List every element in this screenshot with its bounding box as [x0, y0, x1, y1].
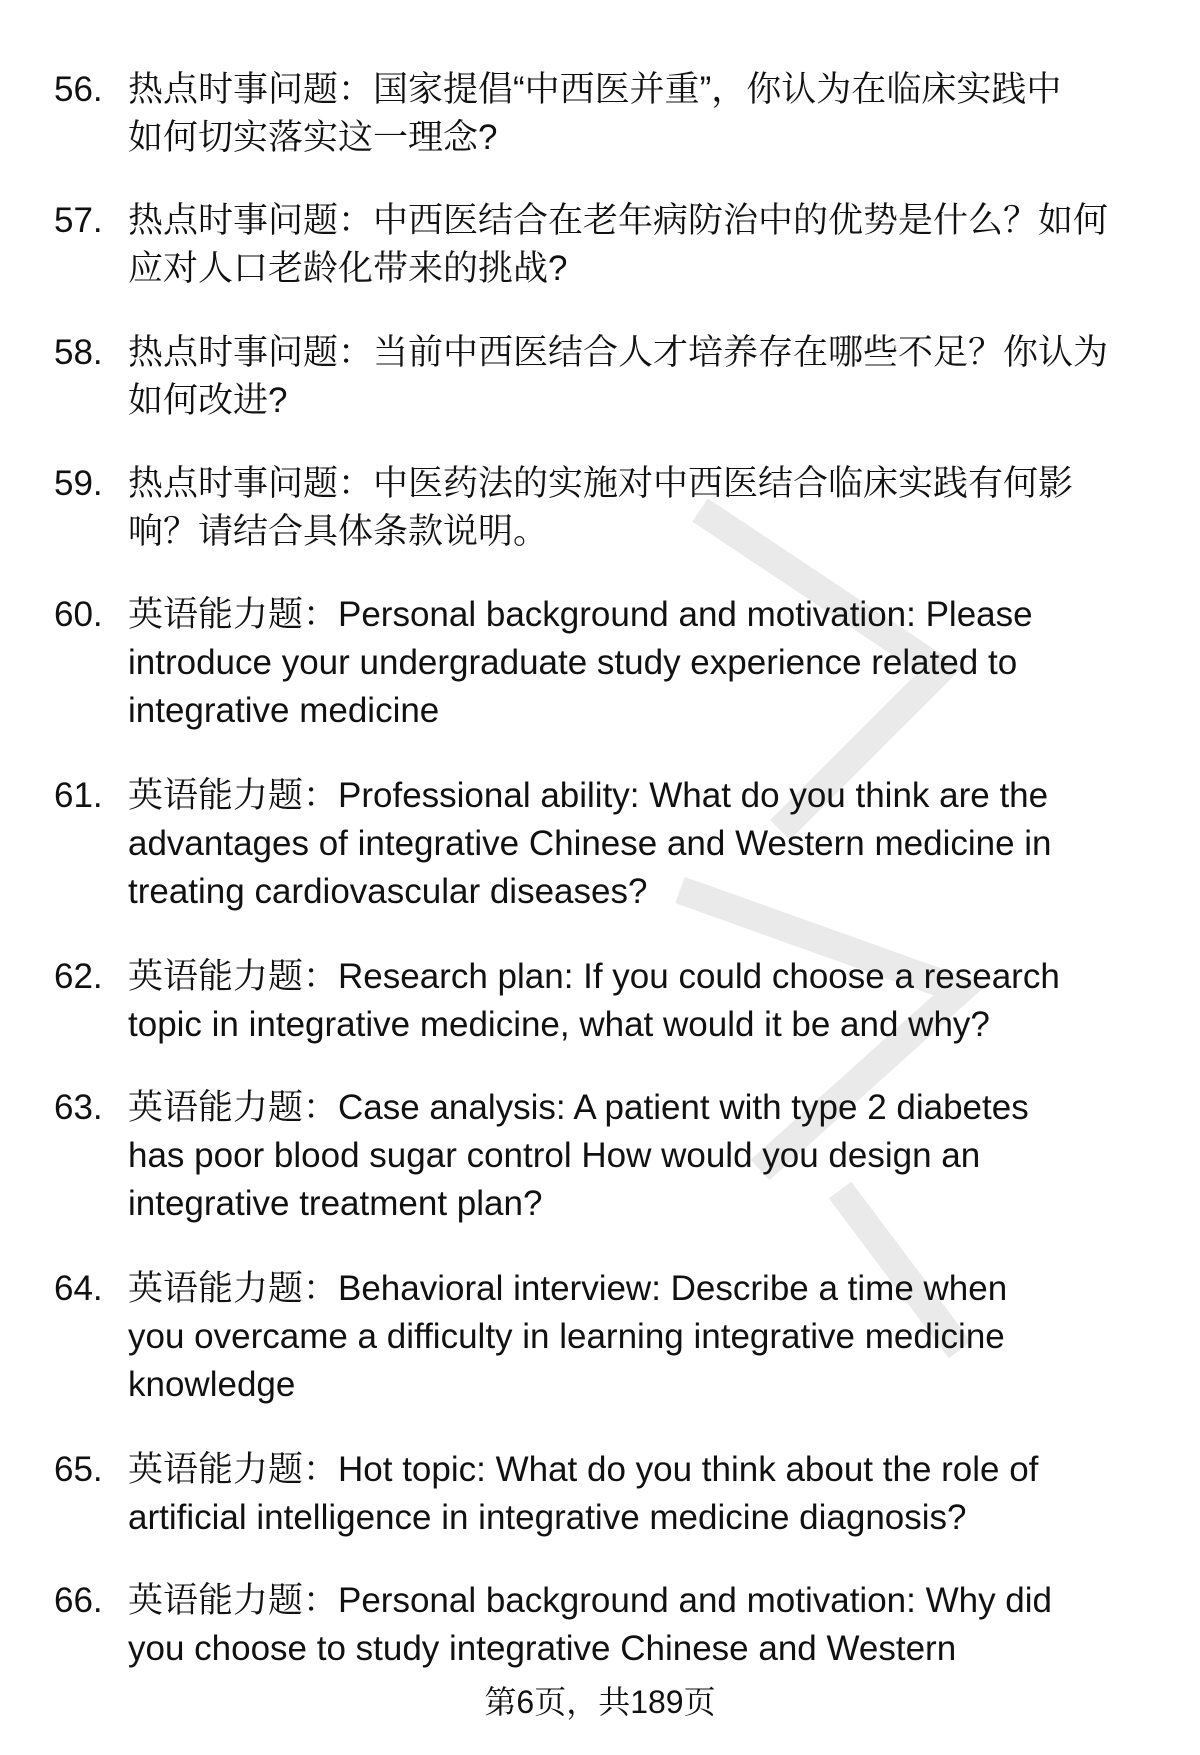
- question-text-line: 英语能力题：Hot topic: What do you think about the role of: [128, 1450, 1039, 1489]
- question-text-line: 如何改进?: [128, 381, 288, 420]
- question-text-line: 热点时事问题：当前中西医结合人才培养存在哪些不足？你认为: [128, 333, 1109, 372]
- question-text: [128, 1265, 1007, 1409]
- question-text-line: you choose to study integrative Chinese and Western: [128, 1629, 957, 1668]
- question-text-line: introduce your undergraduate study experience related to: [128, 643, 1018, 682]
- page-footer: 第6页，共189页: [484, 1684, 716, 1720]
- question-text: [128, 460, 1073, 556]
- question-text-line: 英语能力题：Personal background and motivation: Why did: [128, 1581, 1053, 1620]
- question-text-line: 英语能力题：Professional ability: What do you think are the: [128, 776, 1049, 815]
- question-number: 65.: [54, 1450, 103, 1489]
- question-text: [128, 772, 1052, 916]
- question-text: [128, 1577, 1052, 1673]
- question-text: [128, 329, 1108, 425]
- question-number: 60.: [54, 595, 103, 634]
- question-text-line: has poor blood sugar control How would you design an: [128, 1136, 981, 1175]
- question-number: 57.: [54, 201, 103, 240]
- question-text-line: 响？请结合具体条款说明。: [128, 512, 549, 551]
- question-number: 56.: [54, 70, 103, 109]
- question-text-line: you overcame a difficulty in learning integrative medicine: [128, 1317, 1005, 1356]
- question-text: [128, 197, 1108, 293]
- question-text-line: 英语能力题：Case analysis: A patient with type 2 diabetes: [128, 1088, 1029, 1127]
- question-text-line: knowledge: [128, 1365, 296, 1404]
- question-text-line: artificial intelligence in integrative medicine diagnosis?: [128, 1498, 967, 1537]
- question-number: 62.: [54, 957, 103, 996]
- question-text-line: 热点时事问题：中医药法的实施对中西医结合临床实践有何影: [128, 464, 1074, 503]
- question-text-line: treating cardiovascular diseases?: [128, 872, 648, 911]
- question-text-line: 英语能力题：Personal background and motivation: Please: [128, 595, 1033, 634]
- question-text-line: 热点时事问题：国家提倡“中西医并重”，你认为在临床实践中: [128, 70, 1062, 109]
- question-number: 64.: [54, 1269, 103, 1308]
- question-text: [128, 953, 1060, 1049]
- question-text-line: 如何切实落实这一理念?: [128, 118, 498, 157]
- question-number: 63.: [54, 1088, 103, 1127]
- question-text: [128, 1446, 1038, 1542]
- question-number: 59.: [54, 464, 103, 503]
- question-text: [128, 591, 1033, 735]
- question-text-line: 英语能力题：Research plan: If you could choose a research: [128, 957, 1060, 996]
- question-text-line: integrative treatment plan?: [128, 1184, 543, 1223]
- question-number: 58.: [54, 333, 103, 372]
- question-text-line: 应对人口老龄化带来的挑战?: [128, 249, 568, 288]
- question-text-line: 热点时事问题：中西医结合在老年病防治中的优势是什么？如何: [128, 201, 1109, 240]
- question-text-line: 英语能力题：Behavioral interview: Describe a time when: [128, 1269, 1008, 1308]
- question-text: [128, 1084, 1029, 1228]
- question-text-line: integrative medicine: [128, 691, 440, 730]
- question-text: [128, 66, 1061, 162]
- question-number: 66.: [54, 1581, 103, 1620]
- question-text-line: topic in integrative medicine, what would it be and why?: [128, 1005, 990, 1044]
- question-text-line: advantages of integrative Chinese and Western medicine in: [128, 824, 1052, 863]
- question-number: 61.: [54, 776, 103, 815]
